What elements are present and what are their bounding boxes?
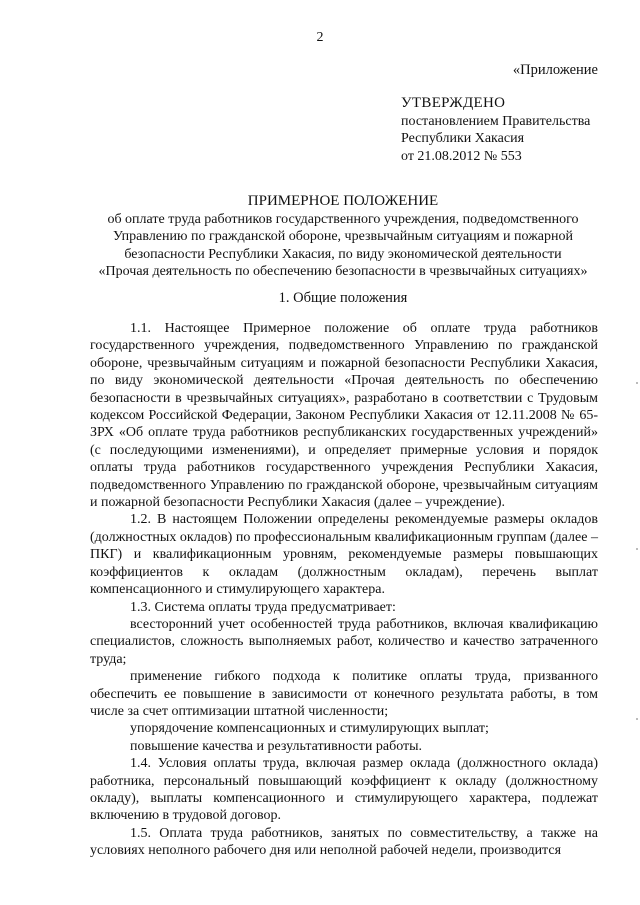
document-body [90,320,598,860]
scan-margin-mark [636,382,638,384]
paragraph-1-4: 1.4. Условия оплаты труда, включая размер оклада (должностного оклада) работника, персональный повышающий коэффициент к окладу (должностному окладу), выплаты компенсационного и стимулирующего характера, подлежат включению в трудовой договор. [90,756,598,824]
paragraph-1-2: 1.2. В настоящем Положении определены рекомендуемые размеры окладов (должностных окладов) по профессиональным квалификационным группам (далее – ПКГ) и квалификационным уровням, рекомендуемые размеры повышающих коэффициентов к окладам (должностным окладам), перечень выплат компенсационного и стимулирующего характера. [90,512,598,598]
document-subtitle-line: Управлению по гражданской обороне, чрезвычайным ситуациям и пожарной [113,229,573,244]
paragraph-list-item: применение гибкого подхода к политике оплаты труда, призванного обеспечить ее повышение в зависимости от конечного результата работы, в том числе за счет оптимизации штатной численности; [90,669,598,719]
paragraph-1-1: 1.1. Настоящее Примерное положение об оплате труда работников государственного учреждения, подведомственного Управлению по гражданской обороне, чрезвычайным ситуациям и пожарной безопасности Республики Хакасия, по виду экономической деятельности «Прочая деятельность по обеспечению безопасности в чрезвычайных ситуациях», разработано в соответствии с Трудовым кодексом Российской Федерации, Законом Республики Хакасия от 12.11.2008 № 65-ЗРХ «Об оплате труда работников республиканских государственных учреждений» (с последующими изменениями), и определяет примерные условия и порядок оплаты труда работников государственного учреждения Республики Хакасия, подведомственного Управлению по гражданской обороне, чрезвычайным ситуациям и пожарной безопасности Республики Хакасия (далее – учреждение). [90,321,598,511]
scan-margin-mark [636,548,638,550]
paragraph-list-item: повышение качества и результативности работы. [130,738,423,754]
approval-line: Республики Хакасия [401,131,525,146]
document-title-block [86,193,600,281]
appendix-label: «Приложение [512,62,598,78]
paragraph-1-5: 1.5. Оплата труда работников, занятых по совместительству, а также на условиях неполного рабочего дня или неполной рабочей недели, производится [90,825,598,859]
approval-stamp [401,95,590,165]
scan-margin-mark [636,718,638,720]
approval-line: от 21.08.2012 № 553 [401,148,522,164]
document-subtitle-line: об оплате труда работников государственного учреждения, подведомственного [107,211,579,227]
paragraph-list-item: всесторонний учет особенностей труда работников, включая квалификацию специалистов, сложность выполняемых работ, количество и качество затраченного труда; [90,616,598,667]
document-title: ПРИМЕРНОЕ ПОЛОЖЕНИЕ [247,193,439,209]
approval-line: постановлением Правительства [401,113,591,129]
page-number: 2 [316,30,324,45]
document-subtitle-line: «Прочая деятельность по обеспечению безопасности в чрезвычайных ситуациях» [98,264,588,279]
paragraph-list-item: упорядочение компенсационных и стимулирующих выплат; [130,721,489,737]
document-subtitle-line: безопасности Республики Хакасия, по виду экономической деятельности [124,246,562,262]
approval-heading: УТВЕРЖДЕНО [401,95,506,111]
paragraph-1-3: 1.3. Система оплаты труда предусматривает: [130,599,396,615]
section-heading: 1. Общие положения [278,290,408,306]
